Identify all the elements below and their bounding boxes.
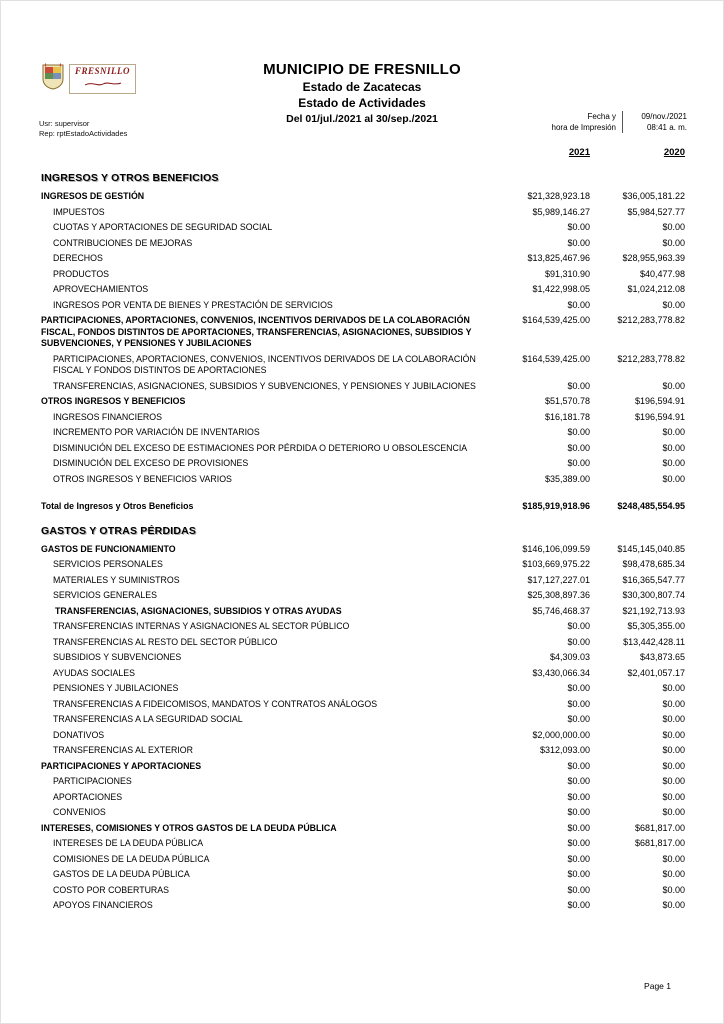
table-row: [41, 298, 685, 314]
row-value-2021: $0.00: [567, 714, 590, 724]
row-value-2020: $248,485,554.95: [617, 501, 685, 511]
table-row: [41, 557, 685, 573]
page-title: MUNICIPIO DE FRESNILLO: [263, 61, 461, 78]
row-value-2021: $0.00: [567, 427, 590, 437]
table-row: [41, 352, 685, 379]
row-value-2020: $212,283,778.82: [617, 353, 685, 364]
row-value-2021: $0.00: [567, 442, 590, 453]
row-value-2021: $164,539,425.00: [522, 315, 590, 325]
row-label: APORTACIONES: [53, 791, 123, 802]
row-label: INGRESOS FINANCIEROS: [53, 411, 162, 422]
table-row: [41, 805, 685, 821]
row-value-2020: $0.00: [662, 729, 685, 740]
table-row: [41, 499, 685, 515]
row-value-2020: $0.00: [662, 745, 685, 755]
municipality-logo: [41, 63, 136, 95]
row-value-2021: $0.00: [567, 884, 590, 895]
row-label: COSTO POR COBERTURAS: [53, 884, 170, 895]
row-value-2020: $40,477.98: [639, 268, 685, 279]
row-value-2021: $25,308,897.36: [527, 590, 590, 600]
table-row: [41, 588, 685, 604]
row-value-2021: $185,919,918.96: [522, 501, 590, 511]
row-label: PENSIONES Y JUBILACIONES: [53, 683, 179, 693]
row-value-2021: $164,539,425.00: [522, 353, 590, 364]
row-value-2021: $5,989,146.27: [532, 206, 590, 217]
print-time: 08:41 a. m.: [646, 123, 687, 132]
row-value-2021: $0.00: [567, 807, 590, 817]
report-name: Estado de Actividades: [298, 96, 426, 110]
row-value-2020: $98,478,685.34: [622, 559, 685, 569]
table-row: [41, 410, 685, 426]
row-label: TRANSFERENCIAS AL EXTERIOR: [53, 745, 193, 755]
row-value-2020: $0.00: [662, 299, 685, 310]
row-value-2021: $0.00: [567, 299, 590, 310]
row-value-2020: $0.00: [662, 760, 685, 771]
row-value-2020: $43,873.65: [639, 652, 685, 662]
row-value-2020: $0.00: [662, 853, 685, 864]
row-label: APROVECHAMIENTOS: [53, 284, 149, 294]
row-label: TRANSFERENCIAS INTERNAS Y ASIGNACIONES AL SECTOR PÚBLICO: [53, 621, 350, 631]
row-label: IMPUESTOS: [53, 206, 105, 217]
row-value-2020: $5,305,355.00: [627, 621, 685, 631]
row-label: CUOTAS Y APORTACIONES DE SEGURIDAD SOCIAL: [53, 222, 273, 232]
row-label: OTROS INGRESOS Y BENEFICIOS: [41, 396, 186, 406]
row-value-2020: $212,283,778.82: [617, 315, 685, 325]
row-value-2020: $0.00: [662, 807, 685, 817]
row-value-2020: $0.00: [662, 869, 685, 879]
table-row: [41, 267, 685, 283]
table-row: [41, 379, 685, 395]
state-subtitle: Estado de Zacatecas: [302, 80, 422, 94]
row-value-2020: $196,594.91: [634, 396, 685, 406]
row-value-2020: $30,300,807.74: [622, 590, 685, 600]
row-value-2021: $0.00: [567, 698, 590, 709]
table-row: [41, 472, 685, 488]
table-row: [41, 883, 685, 899]
row-label: INGRESOS DE GESTIÓN: [41, 191, 145, 201]
table-row: [41, 619, 685, 635]
column-headers: [41, 147, 685, 158]
row-label: TRANSFERENCIAS, ASIGNACIONES, SUBSIDIOS Y OTRAS AYUDAS: [55, 605, 342, 616]
row-label: TRANSFERENCIAS A FIDEICOMISOS, MANDATOS Y CONTRATOS ANÁLOGOS: [53, 698, 378, 709]
row-value-2021: $0.00: [567, 869, 590, 879]
table-row: [41, 523, 685, 540]
row-label: INCREMENTO POR VARIACIÓN DE INVENTARIOS: [53, 427, 260, 437]
table-row: [41, 251, 685, 267]
row-label: GASTOS DE FUNCIONAMIENTO: [41, 543, 176, 554]
row-value-2021: $0.00: [567, 791, 590, 802]
row-value-2021: $17,127,227.01: [527, 574, 590, 585]
table-row: [41, 728, 685, 744]
print-info-values: [622, 111, 687, 133]
table-row: [41, 650, 685, 666]
table-row: [41, 852, 685, 868]
row-label: CONVENIOS: [53, 807, 106, 817]
row-value-2020: $0.00: [662, 222, 685, 232]
table-row: [41, 205, 685, 221]
wordmark-text: FRESNILLO: [75, 66, 131, 76]
row-value-2020: $681,817.00: [634, 838, 685, 848]
row-value-2021: $0.00: [567, 760, 590, 771]
row-value-2020: $0.00: [662, 380, 685, 391]
row-value-2021: $103,669,975.22: [522, 559, 590, 569]
row-label: MATERIALES Y SUMINISTROS: [53, 574, 180, 585]
report-period: Del 01/jul./2021 al 30/sep./2021: [286, 113, 438, 125]
print-info-labels: [552, 111, 622, 133]
table-row: [41, 236, 685, 252]
row-value-2021: $0.00: [567, 636, 590, 647]
row-value-2021: $0.00: [567, 222, 590, 232]
row-value-2020: $0.00: [662, 237, 685, 248]
row-value-2021: $0.00: [567, 621, 590, 631]
row-value-2021: $0.00: [567, 776, 590, 786]
table-row: [41, 790, 685, 806]
row-value-2020: $13,442,428.11: [623, 636, 685, 647]
row-value-2020: $0.00: [662, 473, 685, 484]
row-value-2020: $1,024,212.08: [627, 284, 685, 294]
table-row: [41, 712, 685, 728]
row-label: TRANSFERENCIAS AL RESTO DEL SECTOR PÚBLICO: [53, 636, 278, 647]
row-value-2020: $681,817.00: [634, 822, 685, 833]
table-row: [41, 867, 685, 883]
row-value-2020: $0.00: [662, 776, 685, 786]
report-id-label: Rep: rptEstadoActividades: [39, 129, 128, 138]
wordmark: [69, 64, 136, 94]
table-row: [41, 759, 685, 775]
table-row: [41, 836, 685, 852]
row-value-2020: $0.00: [662, 458, 685, 468]
row-label: COMISIONES DE LA DEUDA PÚBLICA: [53, 853, 210, 864]
report-rows: [41, 170, 685, 914]
table-row: [41, 425, 685, 441]
print-label-line2: hora de Impresión: [551, 123, 616, 132]
table-row: [41, 697, 685, 713]
table-row: [41, 898, 685, 914]
print-label-line1: Fecha y: [587, 112, 616, 121]
row-value-2021: $0.00: [567, 237, 590, 248]
row-label: SUBSIDIOS Y SUBVENCIONES: [53, 652, 182, 662]
table-row: [41, 313, 685, 352]
row-value-2020: $5,984,527.77: [627, 206, 685, 217]
table-row: [41, 635, 685, 651]
row-label: INGRESOS POR VENTA DE BIENES Y PRESTACIÓN DE SERVICIOS: [53, 299, 333, 310]
row-value-2020: $145,145,040.85: [617, 543, 685, 554]
row-label: INTERESES, COMISIONES Y OTROS GASTOS DE LA DEUDA PÚBLICA: [41, 822, 337, 833]
row-label: AYUDAS SOCIALES: [53, 667, 135, 678]
row-label: Total de Ingresos y Otros Beneficios: [41, 501, 194, 511]
row-label: TRANSFERENCIAS A LA SEGURIDAD SOCIAL: [53, 714, 243, 724]
report-meta: [39, 119, 127, 139]
row-label: OTROS INGRESOS Y BENEFICIOS VARIOS: [53, 473, 232, 484]
row-value-2021: $146,106,099.59: [522, 543, 590, 554]
row-value-2020: $21,192,713.93: [622, 605, 685, 616]
row-value-2021: $0.00: [567, 900, 590, 910]
row-label: DISMINUCIÓN DEL EXCESO DE ESTIMACIONES POR PÉRDIDA O DETERIORO U OBSOLESCENCIA: [53, 442, 468, 453]
row-value-2020: $0.00: [662, 683, 685, 693]
table-row: [41, 774, 685, 790]
row-label: PARTICIPACIONES Y APORTACIONES: [41, 760, 202, 771]
report-body: [1, 147, 723, 914]
row-label: INGRESOS Y OTROS BENEFICIOS: [41, 172, 219, 184]
row-value-2021: $0.00: [567, 822, 590, 833]
row-label: SERVICIOS PERSONALES: [53, 559, 163, 569]
table-row: [41, 573, 685, 589]
column-header-2020: 2020: [663, 147, 685, 158]
row-value-2020: $0.00: [662, 698, 685, 709]
row-value-2020: $36,005,181.22: [622, 191, 685, 201]
row-value-2021: $1,422,998.05: [532, 284, 590, 294]
table-row: [41, 743, 685, 759]
row-label: DONATIVOS: [53, 729, 105, 740]
row-label: PRODUCTOS: [53, 268, 110, 279]
row-value-2021: $0.00: [567, 838, 590, 848]
row-value-2021: $13,825,467.96: [527, 253, 590, 263]
row-value-2020: $0.00: [662, 900, 685, 910]
table-row: [41, 542, 685, 558]
row-value-2021: $0.00: [567, 458, 590, 468]
row-value-2021: $3,430,066.34: [532, 667, 590, 678]
row-label: APOYOS FINANCIEROS: [53, 900, 153, 910]
row-label: TRANSFERENCIAS, ASIGNACIONES, SUBSIDIOS Y SUBVENCIONES, Y PENSIONES Y JUBILACIONES: [53, 380, 476, 391]
row-value-2020: $0.00: [662, 427, 685, 437]
row-value-2021: $91,310.90: [544, 268, 590, 279]
row-label: GASTOS Y OTRAS PÉRDIDAS: [41, 524, 197, 537]
row-label: CONTRIBUCIONES DE MEJORAS: [53, 237, 193, 248]
page-number: Page 1: [644, 981, 671, 991]
table-row: [41, 394, 685, 410]
row-label: GASTOS DE LA DEUDA PÚBLICA: [53, 869, 190, 879]
table-row: [41, 189, 685, 205]
table-row: [41, 441, 685, 457]
table-row: [41, 220, 685, 236]
row-value-2021: $312,093.00: [539, 745, 590, 755]
row-value-2021: $5,746,468.37: [532, 605, 590, 616]
wordmark-flourish-icon: [84, 75, 122, 92]
row-value-2020: $0.00: [662, 714, 685, 724]
row-value-2021: $0.00: [567, 853, 590, 864]
row-label: PARTICIPACIONES, APORTACIONES, CONVENIOS, INCENTIVOS DERIVADOS DE LA COLABORACIÓN FISCAL Y FONDOS DISTINTOS DE APORTACIONES: [53, 353, 476, 375]
table-row: [41, 456, 685, 472]
table-row: [41, 170, 685, 187]
row-value-2021: $0.00: [567, 683, 590, 693]
row-value-2021: $35,389.00: [544, 473, 590, 484]
row-value-2021: $21,328,923.18: [527, 191, 590, 201]
row-value-2020: $196,594.91: [634, 411, 685, 422]
row-value-2020: $0.00: [662, 442, 685, 453]
row-value-2020: $0.00: [662, 791, 685, 802]
user-label: Usr: supervisor: [39, 119, 90, 128]
row-value-2021: $2,000,000.00: [532, 729, 590, 740]
table-row: [41, 821, 685, 837]
row-label: PARTICIPACIONES, APORTACIONES, CONVENIOS, INCENTIVOS DERIVADOS DE LA COLABORACIÓN FISCAL, FONDOS DISTINTOS DE APORTACIONES, TRANSFERENCIAS, ASIGNACIONES, SUBSIDIOS Y SUBVENCIONES, Y PENSIONES Y JUBILACIONES: [41, 315, 472, 348]
row-value-2020: $16,365,547.77: [622, 574, 685, 585]
row-label: INTERESES DE LA DEUDA PÚBLICA: [53, 838, 204, 848]
row-value-2020: $2,401,057.17: [627, 667, 685, 678]
crest-icon: [41, 63, 65, 95]
table-row: [41, 666, 685, 682]
row-value-2021: $51,570.78: [544, 396, 590, 406]
table-row: [41, 604, 685, 620]
row-value-2021: $0.00: [567, 380, 590, 391]
row-label: PARTICIPACIONES: [53, 776, 132, 786]
row-label: SERVICIOS GENERALES: [53, 590, 157, 600]
row-value-2021: $4,309.03: [549, 652, 590, 662]
column-header-spacer: [41, 147, 495, 158]
row-label: DERECHOS: [53, 253, 103, 263]
row-label: DISMINUCIÓN DEL EXCESO DE PROVISIONES: [53, 458, 249, 468]
print-date: 09/nov./2021: [641, 112, 687, 121]
print-info: [552, 111, 687, 133]
row-value-2020: $0.00: [662, 884, 685, 895]
row-value-2021: $16,181.78: [544, 411, 590, 422]
row-value-2020: $28,955,963.39: [622, 253, 685, 263]
column-header-2021: 2021: [568, 147, 590, 158]
table-row: [41, 282, 685, 298]
table-row: [41, 681, 685, 697]
